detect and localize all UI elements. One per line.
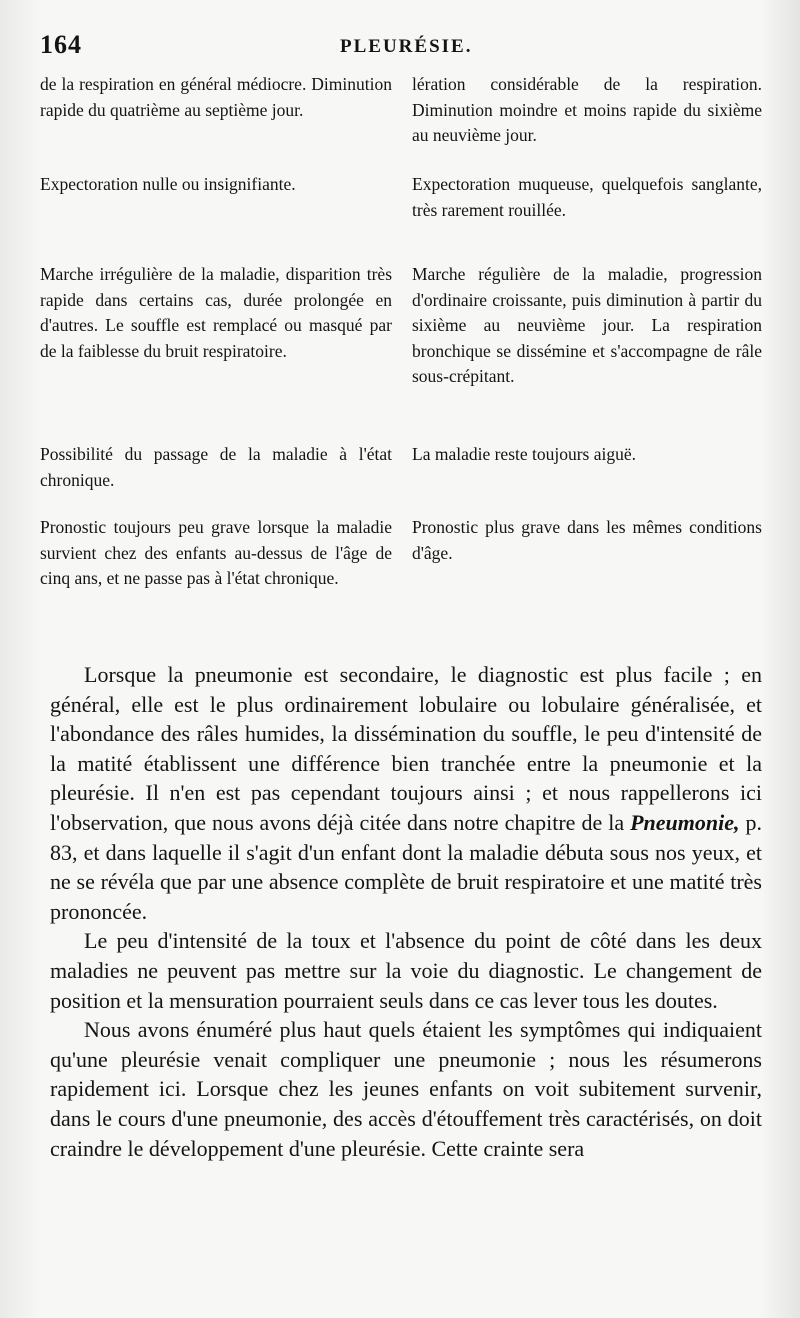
paragraph-symptomes: Nous avons énuméré plus haut quels étaient les symptômes qui indiquaient qu'une pleurésie venait compliquer une pneumonie ; nous les résumerons rapidement ici. Lorsque chez les jeunes enfants on voit subitement survenir, dans le cours d'une pneumonie, des accès d'étouffement très caractérisés, on doit craindre le développement d'une pleurésie. Cette crainte sera <box>50 1017 762 1161</box>
paragraph-text: Lorsque la pneumonie est secondaire, le diagnostic est plus facile ; en général, elle est le plus ordinairement lobulaire ou lobulaire généralisée, et l'abondance des râles humides, la dissémination du souffle, le peu d'intensité de la matité établissent une différence bien tranchée entre la pneumonie et la pleurésie. Il n'en est pas cependant toujours ainsi ; et nous rappellerons ici l'observation, que nous avons déjà citée dans notre chapitre de la <box>50 662 762 835</box>
body-text <box>50 660 762 1163</box>
paragraph-toux: Le peu d'intensité de la toux et l'absence du point de côté dans les deux maladies ne peuvent pas mettre sur la voie du diagnostic. Le changement de position et la mensuration pourraient seuls dans ce cas lever tous les doutes. <box>50 928 762 1013</box>
right-entry-pronostic: Pronostic plus grave dans les mêmes conditions d'âge. <box>412 517 762 563</box>
page-number: 164 <box>40 30 82 59</box>
right-entry-expectoration: Expectoration muqueuse, quelquefois sanglante, très rarement rouillée. <box>412 174 762 220</box>
chapter-reference: Pneumonie, <box>630 809 740 835</box>
paragraph-text: p. 83, et dans laquelle il s'agit d'un enfant dont la maladie débuta sous nos yeux, et ne se révéla que par une absence complète de bruit respiratoire et une matité très prononcée. <box>50 809 763 924</box>
right-entry-aigue: La maladie reste toujours aiguë. <box>412 444 637 464</box>
left-entry-respiration: de la respiration en général médiocre. Diminution rapide du quatrième au septième jour. <box>40 74 392 120</box>
right-entry-respiration: lération considérable de la respiration. Diminution moindre et moins rapide du sixième au neuvième jour. <box>412 74 762 145</box>
left-entry-chronique: Possibilité du passage de la maladie à l'état chronique. <box>40 444 392 490</box>
left-entry-pronostic: Pronostic toujours peu grave lorsque la maladie survient chez des enfants au-dessus de l'âge de cinq ans, et ne passe pas à l'état chronique. <box>40 517 392 588</box>
paragraph-pneumonie-secondaire <box>50 660 762 926</box>
running-title: PLEURÉSIE. <box>340 36 473 57</box>
right-entry-marche: Marche régulière de la maladie, progression d'ordinaire croissante, puis diminution à partir du sixième au neuvième jour. La respiration bronchique se dissémine et s'accompagne de râle sous-crépitant. <box>412 264 762 386</box>
left-entry-marche: Marche irrégulière de la maladie, disparition très rapide dans certains cas, durée prolongée en d'autres. Le souffle est remplacé ou masqué par de la faiblesse du bruit respiratoire. <box>40 264 392 361</box>
left-entry-expectoration: Expectoration nulle ou insignifiante. <box>40 174 296 194</box>
page-header <box>40 30 770 64</box>
